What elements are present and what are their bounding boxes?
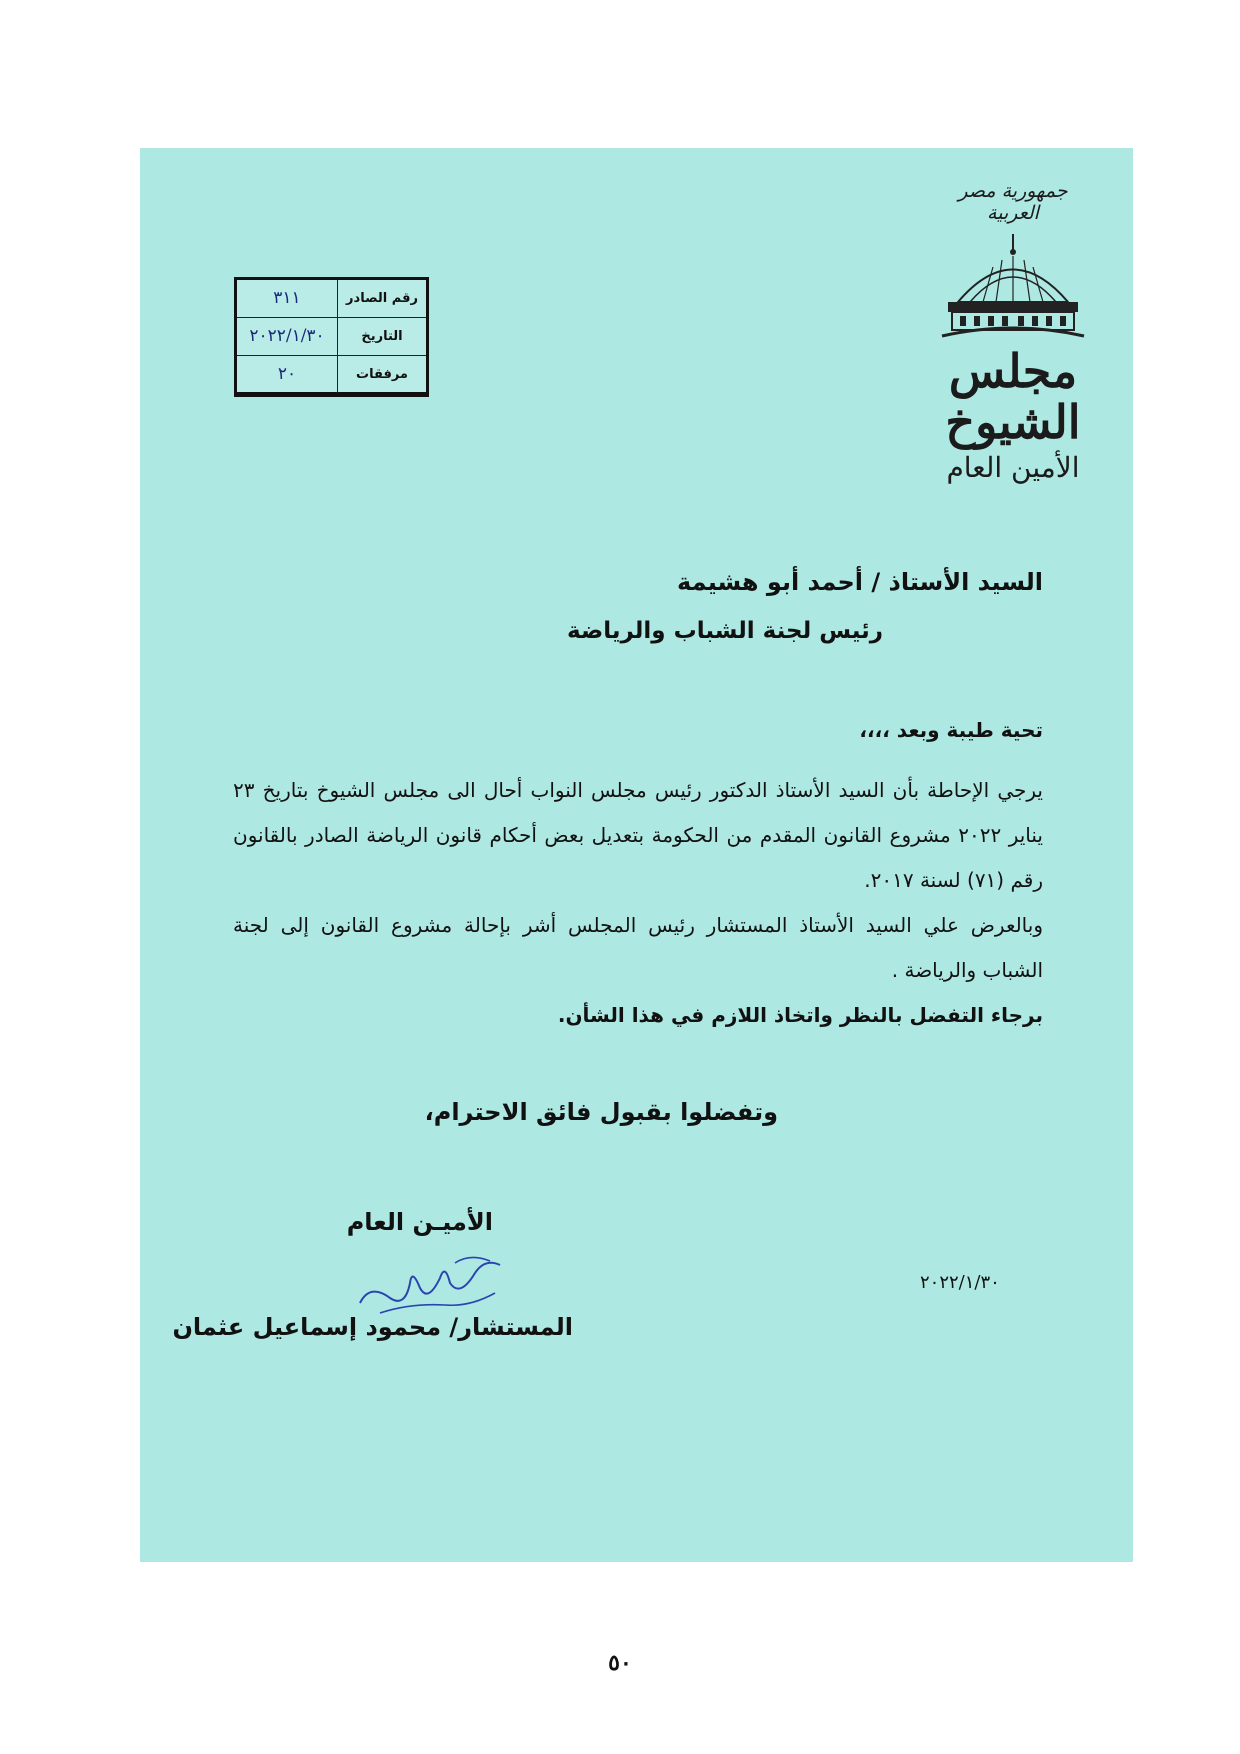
letter-date: ٢٠٢٢/١/٣٠	[920, 1272, 1000, 1293]
letter-sheet	[140, 148, 1133, 1562]
reference-label: التاريخ	[337, 318, 426, 355]
regards: وتفضلوا بقبول فائق الاحترام،	[424, 1098, 778, 1126]
page-number: ٥٠	[608, 1650, 632, 1676]
addressee-title: رئيس لجنة الشباب والرياضة	[567, 618, 883, 644]
paragraph: يرجي الإحاطة بأن السيد الأستاذ الدكتور رئيس مجلس النواب أحال الى مجلس الشيوخ بتاريخ ٢٣ يناير ٢٠٢٢ مشروع القانون المقدم من الحكومة بتعديل بعض أحكام قانون الرياضة الصادر بالقانون رقم (٧١) لسنة ٢٠١٧.	[233, 778, 1043, 892]
dome-icon	[938, 232, 1088, 342]
reference-value: ٢٠	[277, 364, 297, 385]
handwritten-signature	[350, 1243, 510, 1323]
reference-label: رقم الصادر	[337, 280, 426, 317]
council-emblem	[933, 178, 1093, 508]
reference-box	[234, 277, 429, 397]
reference-value: ٣١١	[273, 288, 301, 309]
addressee: السيد الأستاذ / أحمد أبو هشيمة	[677, 568, 1043, 596]
republic-text: جمهورية مصر العربية	[958, 180, 1068, 224]
reference-row	[237, 318, 426, 356]
greeting: تحية طيبة وبعد ،،،،	[859, 718, 1043, 742]
reference-value: ٢٠٢٢/١/٣٠	[249, 326, 325, 347]
letter-body	[233, 768, 1043, 993]
signer-name: المستشار/ محمود إسماعيل عثمان	[172, 1313, 573, 1341]
secretary-general-heading: الأمين العام	[946, 451, 1080, 485]
reference-row	[237, 356, 426, 393]
reference-row	[237, 280, 426, 318]
reference-label: مرفقات	[337, 356, 426, 393]
council-name: مجلس الشيوخ	[945, 344, 1081, 449]
paragraph: وبالعرض علي السيد الأستاذ المستشار رئيس المجلس أشر بإحالة مشروع القانون إلى لجنة الشباب والرياضة .	[233, 913, 1043, 982]
closing-request: برجاء التفضل بالنظر واتخاذ اللازم في هذا الشأن.	[557, 1003, 1043, 1027]
signatory-title: الأميـن العام	[346, 1208, 493, 1236]
